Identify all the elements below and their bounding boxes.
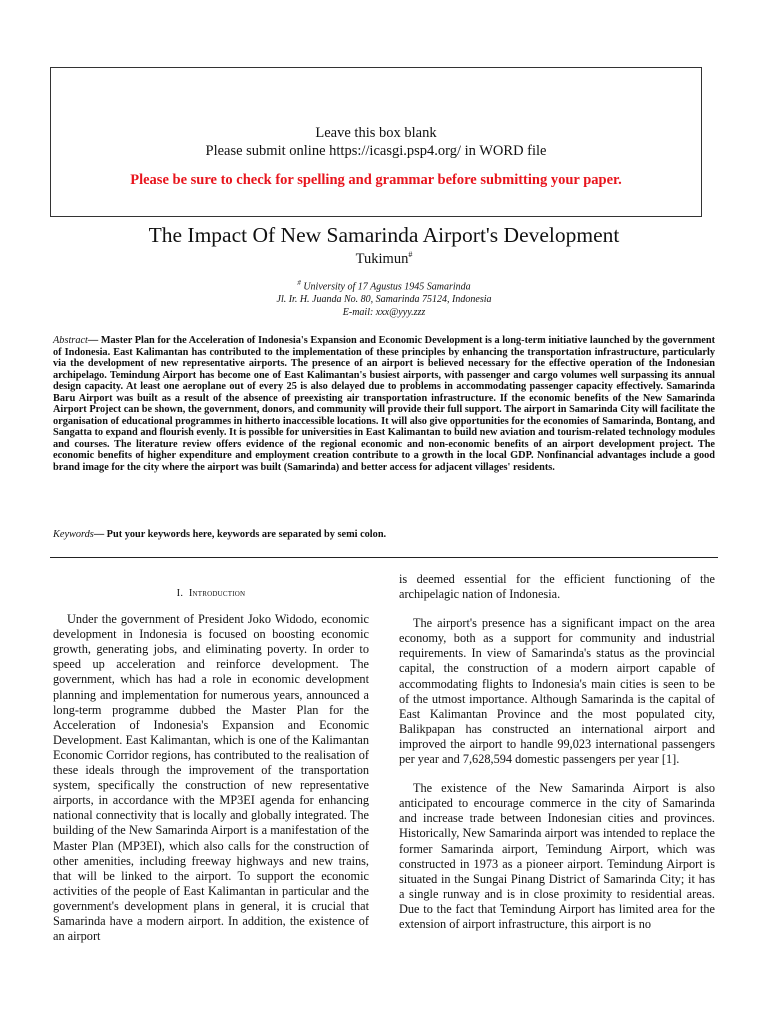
submission-notice-box (50, 67, 702, 217)
abstract-label: Abstract (53, 335, 88, 346)
intro-paragraph-3: The existence of the New Samarinda Airport is also anticipated to encourage commerce in the city of Samarinda and increase trade between Indonesian cities and provinces. Historically, New Samarinda airport was intended to replace the former Samarinda airport, Temindung Airport, which was constructed in 1973 as a pioneer airport. Temindung Airport is situated in the Sungai Pinang District of Samarinda City; it has a single runway and is in close proximity to residential areas. Due to the fact that Temindung Airport has limited area for the extension of airport infrastructure, this airport is no (399, 781, 715, 931)
abstract (53, 335, 715, 473)
intro-paragraph-2: The airport's presence has a significant impact on the area economy, both as a support for community and industrial requirements. In view of Samarinda's status as the provincial capital, the construction of a modern airport capable of accommodating flights to Indonesia's main cities is seen to be of the utmost importance. Although Samarinda is the capital of East Kalimantan Province and the most populated city, Balikpapan has constructed an international airport and improved the airport to handle 99,023 international passengers per year and 7,628,594 domestic passengers per year [1]. (399, 616, 715, 767)
paper-title: The Impact Of New Samarinda Airport's Development (148, 223, 620, 247)
affiliation-email: E-mail: xxx@yyy.zzz (342, 307, 426, 318)
right-column (399, 572, 715, 932)
keywords-label: Keywords (53, 529, 94, 540)
author-mark: # (408, 250, 413, 259)
left-column (53, 572, 369, 944)
author-name: Tukimun (355, 250, 409, 267)
affiliation-address: Jl. Ir. H. Juanda No. 80, Samarinda 75124, Indonesia (276, 294, 492, 305)
keywords (53, 529, 715, 541)
section-heading-introduction (53, 586, 369, 601)
section-divider (50, 557, 718, 558)
intro-paragraph-continued: is deemed essential for the efficient functioning of the archipelagic nation of Indonesia. (399, 572, 715, 602)
affiliation-university (0, 277, 768, 293)
notice-warning: Please be sure to check for spelling and grammar before submitting your paper. (130, 172, 622, 188)
section-number: I. (176, 588, 184, 599)
section-title: Introduction (188, 588, 246, 599)
author-line (0, 250, 768, 268)
keywords-text: — Put your keywords here, keywords are separated by semi colon. (93, 529, 387, 540)
notice-line-blank: Leave this box blank (315, 125, 437, 141)
affiliation-university-text: University of 17 Agustus 1945 Samarinda (303, 281, 471, 293)
affiliation-mark: # (297, 279, 301, 287)
intro-paragraph-1: Under the government of President Joko Widodo, economic development in Indonesia is focused on boosting economic growth, generating jobs, and eliminating poverty. In order to speed up acceleration and reinforce development. The government, which has had a role in economic development planning and implementation for numerous years, announced a long-term programme dubbed the Master Plan for the Acceleration of Indonesia's Expansion and Economic Development. East Kalimantan, which is one of the Kalimantan Economic Corridor regions, has contributed to the realisation of these ideals through the improvement of the transportation system, specifically the construction of new representative airports, in accordance with the MP3EI agenda for enhancing national connectivity that is locally and globally integrated. The building of the New Samarinda Airport is a manifestation of the Master Plan (MP3EI), which also calls for the construction of other amenities, including freeway highways and new trains, that will be linked to the airport. To support the economic activities of the people of East Kalimantan in particular and the government's development plans in general, it is crucial that Samarinda have a modern airport. In addition, the existence of an airport (53, 612, 369, 944)
abstract-text: — Master Plan for the Acceleration of Indonesia's Expansion and Economic Development is a long-term initiative launched by the government of Indonesia. East Kalimantan has contributed to the implementation of these principles by enhancing the transportation infrastructure, particularly via the development of new representative airports. The presence of an airport is believed necessary for the effective operation of the Indonesian archipelago. Temindung Airport has become one of East Kalimantan's busiest airports, with passenger and cargo volumes well surpassing its annual design capacity. At least one aeroplane out of every 25 is also delayed due to problems in accommodating passenger capacity effectively. Samarinda Baru Airport was built as a result of the absence of preexisting air transportation infrastructure. If the economic benefits of the New Samarinda Airport Project can be shown, the government, donors, and community will provide their full support. The airport in Samarinda City will facilitate the organisation of educational programmes in hitherto inaccessible locations. It will also give opportunities for the economies of Samarinda, Bontang, and Sangatta to expand and flourish evenly. It is possible for universities in East Kalimantan to build new aviation and tourism-related technology modules and courses. The literature review offers evidence of the regional economic and non-economic benefits of an airport development project. The economic benefits of higher expenditure and employment creation contribute to a growth in the local GDP. Nonfinancial advantages include a good brand image for the city where the airport was built (Samarinda) and better access for adjacent villages' residents. (53, 335, 715, 473)
notice-line-submit: Please submit online https://icasgi.psp4.org/ in WORD file (205, 143, 547, 159)
